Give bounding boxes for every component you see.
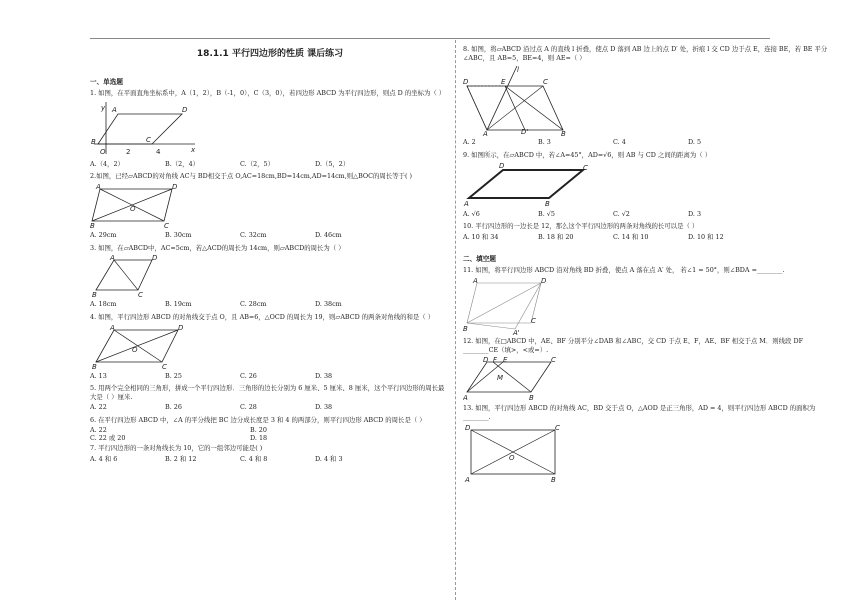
svg-text:A: A [465,475,470,484]
svg-text:A: A [464,199,469,208]
figure-q12 [463,356,563,402]
svg-text:B: B [545,199,550,208]
figure-q4 [90,324,190,370]
option[interactable]: B. 18 和 20 [538,232,574,241]
options-q1 [90,160,450,169]
options-q5 [90,403,450,412]
figure-q2 [90,183,190,229]
svg-text:D: D [541,277,547,286]
option[interactable]: C. 4 [613,138,626,147]
svg-text:A: A [483,130,488,137]
option[interactable]: D. 5 [688,138,702,147]
option[interactable]: A. 22 [90,425,107,434]
question-13: 13. 如图，平行四边形 ABCD 的对角线 AC，BD 交于点 O，△AOD 是正三角形，AD = 4，则平行四边形 ABCD 的面积为________. [463,404,816,421]
svg-text:C: C [551,356,556,365]
question-3: 3. 如图，在▱ABCD中，AC=5cm，若△ACD的周长为 14cm，则▱ABCD的周长为（ ） [90,243,345,252]
options-q6 [90,426,450,443]
options-q9 [463,210,833,219]
svg-text:B: B [92,362,97,370]
svg-text:D: D [463,78,469,87]
svg-text:C: C [146,135,151,144]
svg-text:A: A [463,394,468,403]
svg-text:D: D [483,356,489,365]
column-divider [455,40,456,600]
svg-text:C: C [164,221,169,229]
option[interactable]: D. 46cm [315,230,342,239]
svg-text:M: M [497,374,504,383]
option[interactable]: D. 38 [315,403,333,412]
question-6: 6. 在平行四边形 ABCD 中，∠A 的平分线把 BC 边分成长度是 3 和 4 的两部分，则平行四边形 ABCD 的周长是（ ） [90,416,426,425]
svg-text:D: D [172,182,178,191]
svg-text:A': A' [513,329,520,336]
svg-text:C: C [162,362,167,370]
option[interactable]: D. 38cm [315,300,342,309]
option[interactable]: C. 26 [240,371,257,380]
question-9: 9. 如图所示，在▱ABCD 中，若∠A=45°，AD=√6，则 AB 与 CD 之间的距离为（ ） [463,150,712,159]
svg-text:y: y [101,103,106,112]
option[interactable]: B. 3 [538,138,551,147]
svg-text:2: 2 [126,147,131,156]
top-rule [90,38,770,39]
option[interactable]: B. 30cm [165,230,192,239]
figure-q9 [463,162,593,208]
svg-text:D: D [152,254,158,263]
svg-text:A: A [110,254,115,263]
question-12: 12. 如图，在□ABCD 中，AE、BF 分别平分∠DAB 和∠ABC，交 CD 于点 E、F，AE、BF 相交于点 M．则线段 DF ________CE（填>，<或=）. [463,337,804,354]
figure-q1 [90,100,200,158]
option[interactable]: A. √6 [463,209,480,218]
svg-text:A: A [112,105,117,114]
svg-text:B: B [529,394,534,403]
option[interactable]: A. 22 [90,403,107,412]
option[interactable]: B. 2 和 12 [165,454,197,463]
option[interactable]: B. 20 [250,425,267,434]
svg-text:B: B [551,475,556,484]
option[interactable]: B. 19cm [165,300,192,309]
section-single-choice: 一、单选题 [90,78,123,87]
option[interactable]: D. 3 [688,209,702,218]
option[interactable]: C. 32cm [240,230,267,239]
option[interactable]: A. 4 和 6 [90,454,118,463]
svg-text:O: O [130,204,136,213]
option[interactable]: A.（4，2） [90,159,124,168]
page-title: 18.1.1 平行四边形的性质 课后练习 [196,49,344,59]
svg-text:4: 4 [156,147,161,156]
option[interactable]: C. 28cm [240,300,267,309]
left-column [90,44,450,467]
figure-q13 [463,424,563,484]
options-q2 [90,231,450,240]
question-11: 11. 如图，将平行四边形 ABCD 沿对角线 BD 折叠，使点 A 落在点 A′ 处， 若∠1 = 50°，则∠BDA =________. [463,266,785,275]
svg-text:C: C [555,423,560,432]
option[interactable]: C. 14 和 10 [613,232,649,241]
svg-text:O: O [509,453,515,462]
option[interactable]: D. 4 和 3 [315,454,343,463]
svg-text:B: B [463,325,468,334]
question-4: 4. 如图，平行四边形 ABCD 的对角线交于点 O，且 AB=6，△OCD 的周长为 19，则▱ABCD 的两条对角线的和是（ ） [90,312,435,321]
question-7: 7. 平行四边形的一条对角线长为 10，它的一组邻边可能是( ) [90,444,263,452]
option[interactable]: A. 2 [463,138,476,147]
options-q3 [90,300,450,309]
svg-text:x: x [191,145,196,154]
option[interactable]: B. 26 [165,403,182,412]
svg-text:B: B [90,221,95,229]
svg-text:C: C [583,163,588,172]
svg-text:D': D' [521,128,529,137]
svg-text:A: A [473,277,478,286]
option[interactable]: D. 18 [250,434,268,443]
svg-text:l: l [517,66,519,75]
option[interactable]: A. 29cm [90,230,117,239]
option[interactable]: B. 25 [165,371,182,380]
options-q4 [90,372,450,381]
option[interactable]: A. 10 和 34 [463,232,499,241]
svg-text:D: D [465,423,471,432]
svg-text:B: B [92,291,97,299]
svg-text:B: B [561,130,566,137]
section-fill-blank: 二、填空题 [463,255,496,264]
question-5: 5. 用两个完全相同的三角形，拼成一个平行四边形．三角形的边长分别为 6 厘米、5 厘米、8 厘米，这个平行四边形的周长最大是（ ）厘米. [90,384,445,401]
svg-text:A: A [96,182,101,191]
options-q8 [463,138,833,147]
option[interactable]: C.（2，5） [240,159,274,168]
option[interactable]: C. 22 或 20 [90,434,126,443]
svg-text:O: O [100,147,106,156]
svg-text:E: E [503,356,508,365]
option[interactable]: D. 10 和 12 [688,232,724,241]
option[interactable]: A. 13 [90,371,107,380]
svg-text:A: A [110,323,115,332]
svg-text:B: B [91,137,96,146]
option[interactable]: A. 18cm [90,300,117,309]
figure-q3 [90,254,170,298]
svg-text:C: C [138,291,143,299]
options-q7 [90,455,450,464]
svg-text:D: D [178,323,184,332]
option[interactable]: C. √2 [613,209,630,218]
svg-text:D: D [499,161,505,170]
svg-text:D: D [182,105,188,114]
option[interactable]: C. 4 和 8 [240,454,268,463]
svg-text:O: O [132,345,138,354]
figure-q11 [463,277,553,335]
svg-text:E: E [501,78,506,87]
right-column [463,44,833,486]
question-10: 10. 平行四边形的一边长是 12，那么这个平行四边形的两条对角线的长可以是（ ） [463,222,699,231]
svg-text:C: C [531,317,536,326]
svg-text:C: C [543,78,548,87]
option[interactable]: D.（5，2） [315,159,350,168]
svg-text:F: F [493,356,498,365]
question-8: 8. 如图，将▱ABCD 沿过点 A 的直线 l 折叠，使点 D 落到 AB 边上的点 D′ 处，折痕 l 交 CD 边于点 E，连接 BE，若 BE 平分∠ABC，且 AB=5，BE=4，则 AE=（ ） [463,45,828,62]
option[interactable]: B.（2，4） [165,159,200,168]
option[interactable]: C. 28 [240,403,257,412]
question-1: 1. 如图，在平面直角坐标系中，A（1，2），B（-1，0），C（3，0），若四边形 ABCD 为平行四边形，则点 D 的坐标为（ ） [90,89,446,98]
option[interactable]: D. 38 [315,371,333,380]
options-q10 [463,233,833,242]
option[interactable]: B. √5 [538,209,555,218]
figure-q8 [463,64,573,136]
question-2: 2.如图，已经▱ABCD的对角线 AC与 BD相交于点 O,AC=18cm,BD=14cm,AD=14cm,则△BOC的周长等于( ) [90,172,412,181]
